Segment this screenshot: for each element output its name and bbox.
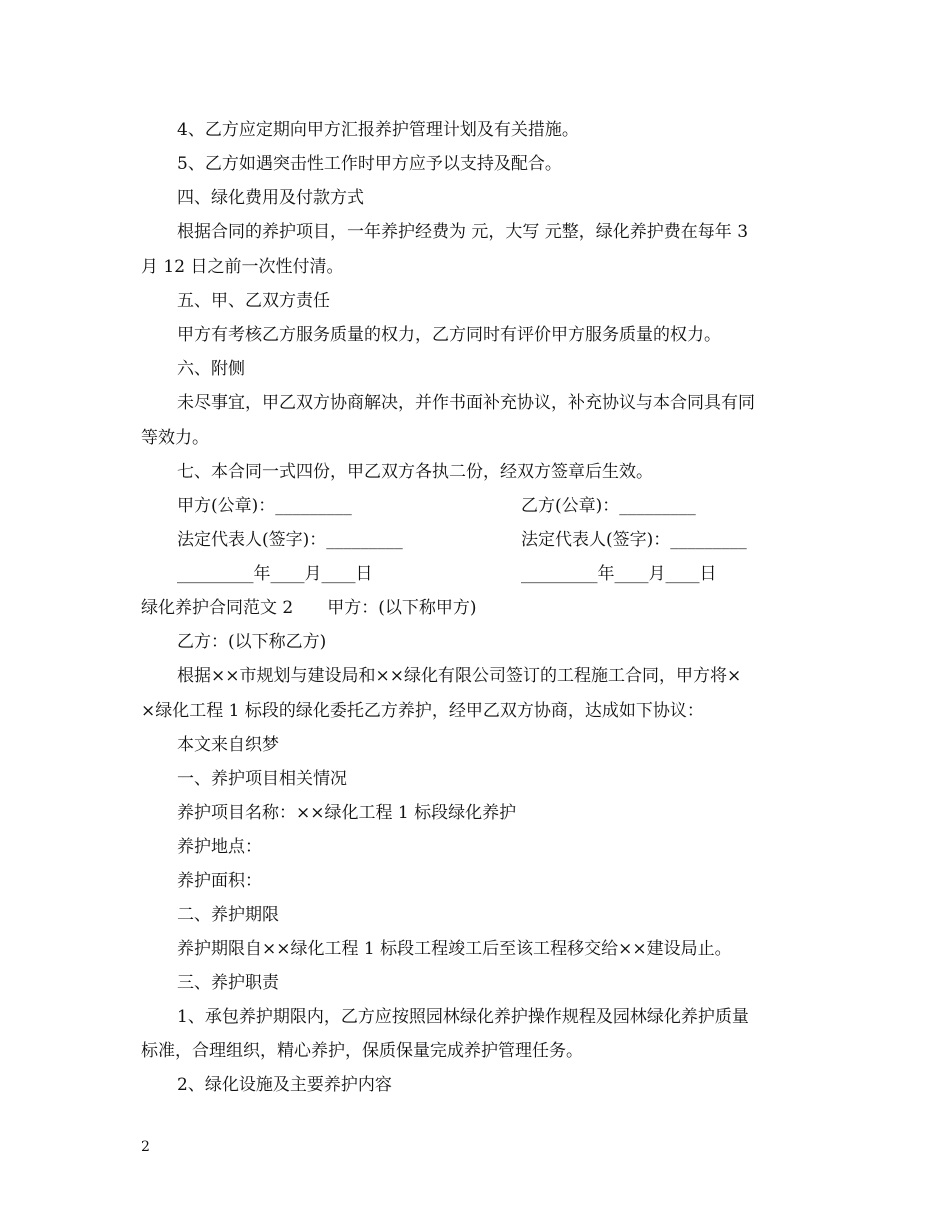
text-line: 养护项目名称：××绿化工程 1 标段绿化养护 xyxy=(177,803,517,823)
party-b-representative-field: 法定代表人(签字)：_________ xyxy=(521,530,747,550)
text-line: 甲方有考核乙方服务质量的权力，乙方同时有评价甲方服务质量的权力。 xyxy=(177,325,721,345)
document-title-line: 绿化养护合同范文 2 甲方：(以下称甲方) xyxy=(141,598,477,618)
text-line: 月 12 日之前一次性付清。 xyxy=(141,257,344,277)
text-line: 1、承包养护期限内，乙方应按照园林绿化养护操作规程及园林绿化养护质量 xyxy=(177,1007,749,1027)
party-a-seal-field: 甲方(公章)：_________ xyxy=(177,496,352,516)
section-heading: 二、养护期限 xyxy=(177,905,279,925)
text-line: 养护地点： xyxy=(177,837,262,857)
section-heading: 六、附侧 xyxy=(177,359,245,379)
text-line: 2、绿化设施及主要养护内容 xyxy=(177,1075,392,1095)
text-line: 未尽事宜，甲乙双方协商解决，并作书面补充协议，补充协议与本合同具有同 xyxy=(177,393,755,413)
text-line: 乙方：(以下称乙方) xyxy=(177,632,327,652)
section-heading: 五、甲、乙双方责任 xyxy=(177,291,330,311)
party-b-date-field: _________年____月____日 xyxy=(521,564,717,584)
section-heading: 一、养护项目相关情况 xyxy=(177,769,347,789)
party-a-representative-field: 法定代表人(签字)：_________ xyxy=(177,530,403,550)
text-line: 等效力。 xyxy=(141,428,209,448)
party-b-seal-field: 乙方(公章)：_________ xyxy=(521,496,696,516)
text-line: 标准，合理组织，精心养护，保质保量完成养护管理任务。 xyxy=(141,1041,583,1061)
text-line: 本文来自织梦 xyxy=(177,735,279,755)
text-line: 七、本合同一式四份，甲乙双方各执二份，经双方签章后生效。 xyxy=(177,462,653,482)
text-line: 根据××市规划与建设局和××绿化有限公司签订的工程施工合同，甲方将× xyxy=(177,666,742,686)
party-a-date-field: _________年____月____日 xyxy=(177,564,373,584)
text-line: 5、乙方如遇突击性工作时甲方应予以支持及配合。 xyxy=(177,154,562,174)
text-line: 根据合同的养护项目，一年养护经费为 元，大写 元整，绿化养护费在每年 3 xyxy=(177,222,749,242)
section-heading: 四、绿化费用及付款方式 xyxy=(177,188,364,208)
text-line: 养护面积： xyxy=(177,871,262,891)
text-line: 4、乙方应定期向甲方汇报养护管理计划及有关措施。 xyxy=(177,120,579,140)
text-line: 养护期限自××绿化工程 1 标段工程竣工后至该工程移交给××建设局止。 xyxy=(177,939,732,959)
text-line: ×绿化工程 1 标段的绿化委托乙方养护，经甲乙双方协商，达成如下协议： xyxy=(141,701,704,721)
page-number: 2 xyxy=(141,1139,150,1155)
section-heading: 三、养护职责 xyxy=(177,973,279,993)
